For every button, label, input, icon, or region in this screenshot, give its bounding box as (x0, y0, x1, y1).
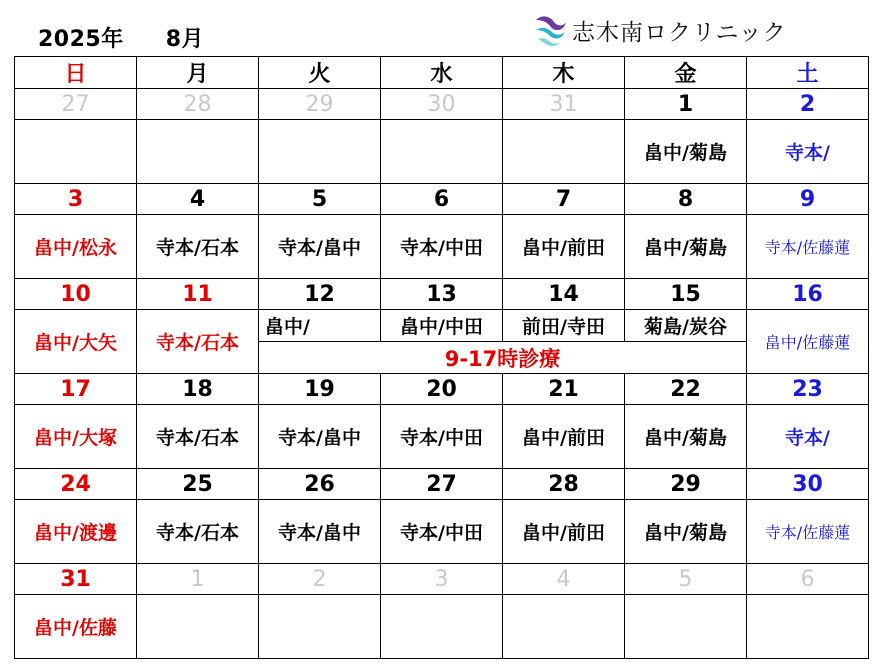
date-cell: 9 (747, 184, 869, 215)
date-cell: 10 (15, 279, 137, 310)
shift-cell: 寺本/石本 (137, 405, 259, 469)
shift-cell: 畠中/菊島 (625, 500, 747, 564)
shift-cell: 寺本/中田 (381, 405, 503, 469)
date-cell: 6 (747, 564, 869, 595)
date-cell: 27 (381, 469, 503, 500)
date-cell: 22 (625, 374, 747, 405)
shift-cell (137, 120, 259, 184)
weekday-tue: 火 (259, 57, 381, 89)
clinic-name: 志木南ロクリニック (572, 19, 787, 46)
shift-cell: 畠中/大矢 (15, 310, 137, 374)
date-cell: 29 (625, 469, 747, 500)
date-cell: 11 (137, 279, 259, 310)
date-row (15, 374, 869, 405)
clinic-logo (532, 10, 787, 50)
date-cell: 26 (259, 469, 381, 500)
date-cell: 13 (381, 279, 503, 310)
year-label: 2025年 (38, 27, 124, 52)
calendar-table (14, 56, 869, 659)
date-cell: 2 (747, 89, 869, 120)
shift-row (15, 405, 869, 469)
weekday-wed: 水 (381, 57, 503, 89)
shift-cell: 畠中/前田 (503, 215, 625, 279)
shift-cell: 畠中/菊島 (625, 120, 747, 184)
weekday-thu: 木 (503, 57, 625, 89)
shift-cell (259, 595, 381, 659)
date-cell: 31 (15, 564, 137, 595)
date-cell: 31 (503, 89, 625, 120)
shift-cell: 寺本/石本 (137, 500, 259, 564)
shift-cell (625, 595, 747, 659)
date-cell: 4 (503, 564, 625, 595)
shift-cell (503, 595, 625, 659)
shift-cell: 畠中/佐藤蓮 (747, 310, 869, 374)
shift-cell: 寺本/佐藤蓮 (747, 215, 869, 279)
date-cell: 15 (625, 279, 747, 310)
month-label: 8月 (165, 27, 205, 52)
date-cell: 21 (503, 374, 625, 405)
shift-cell (15, 120, 137, 184)
shift-cell (381, 120, 503, 184)
shift-cell (381, 595, 503, 659)
shift-cell: 畠中/菊島 (625, 405, 747, 469)
date-cell: 5 (625, 564, 747, 595)
date-cell: 7 (503, 184, 625, 215)
date-cell: 2 (259, 564, 381, 595)
shift-cell: 寺本/畠中 (259, 405, 381, 469)
shift-cell (503, 120, 625, 184)
date-cell: 28 (137, 89, 259, 120)
date-cell: 29 (259, 89, 381, 120)
wave-logo-icon (532, 12, 568, 48)
shift-cell: 寺本/畠中 (259, 215, 381, 279)
date-cell: 5 (259, 184, 381, 215)
date-cell: 23 (747, 374, 869, 405)
special-hours-notice: 9-17時診療 (259, 342, 747, 374)
shift-cell: 寺本/ (747, 120, 869, 184)
date-cell: 6 (381, 184, 503, 215)
date-cell: 3 (15, 184, 137, 215)
date-row (15, 184, 869, 215)
shift-cell: 寺本/中田 (381, 500, 503, 564)
shift-cell: 前田/寺田 (503, 310, 625, 342)
calendar-title (38, 22, 204, 53)
shift-cell: 菊島/炭谷 (625, 310, 747, 342)
date-cell: 4 (137, 184, 259, 215)
date-cell: 30 (381, 89, 503, 120)
date-cell: 30 (747, 469, 869, 500)
shift-cell: 寺本/石本 (137, 310, 259, 374)
shift-cell: 畠中/佐藤 (15, 595, 137, 659)
shift-row (15, 500, 869, 564)
shift-cell: 寺本/石本 (137, 215, 259, 279)
date-row (15, 279, 869, 310)
shift-cell: 畠中/大塚 (15, 405, 137, 469)
shift-cell (137, 595, 259, 659)
date-row (15, 564, 869, 595)
shift-cell: 畠中/渡邊 (15, 500, 137, 564)
date-cell: 25 (137, 469, 259, 500)
date-cell: 14 (503, 279, 625, 310)
shift-cell: 寺本/畠中 (259, 500, 381, 564)
date-cell: 17 (15, 374, 137, 405)
date-cell: 8 (625, 184, 747, 215)
shift-cell: 寺本/佐藤蓮 (747, 500, 869, 564)
shift-cell: 寺本/ (747, 405, 869, 469)
shift-row (15, 595, 869, 659)
date-cell: 28 (503, 469, 625, 500)
date-cell: 18 (137, 374, 259, 405)
shift-cell (259, 120, 381, 184)
date-cell: 16 (747, 279, 869, 310)
date-row (15, 469, 869, 500)
shift-cell: 畠中/菊島 (625, 215, 747, 279)
shift-row (15, 215, 869, 279)
shift-row (15, 120, 869, 184)
weekday-header-row (15, 57, 869, 89)
shift-cell: 畠中/松永 (15, 215, 137, 279)
date-cell: 1 (625, 89, 747, 120)
weekday-sun: 日 (15, 57, 137, 89)
weekday-sat: 土 (747, 57, 869, 89)
shift-cell: 畠中/前田 (503, 500, 625, 564)
shift-cell (747, 595, 869, 659)
date-cell: 27 (15, 89, 137, 120)
shift-row-split-top (15, 310, 869, 342)
date-cell: 24 (15, 469, 137, 500)
weekday-mon: 月 (137, 57, 259, 89)
date-cell: 3 (381, 564, 503, 595)
shift-cell: 寺本/中田 (381, 215, 503, 279)
shift-cell: 畠中/前田 (503, 405, 625, 469)
date-cell: 20 (381, 374, 503, 405)
weekday-fri: 金 (625, 57, 747, 89)
date-cell: 1 (137, 564, 259, 595)
date-cell: 19 (259, 374, 381, 405)
date-row (15, 89, 869, 120)
shift-cell: 畠中/ (259, 310, 381, 342)
shift-cell: 畠中/中田 (381, 310, 503, 342)
date-cell: 12 (259, 279, 381, 310)
